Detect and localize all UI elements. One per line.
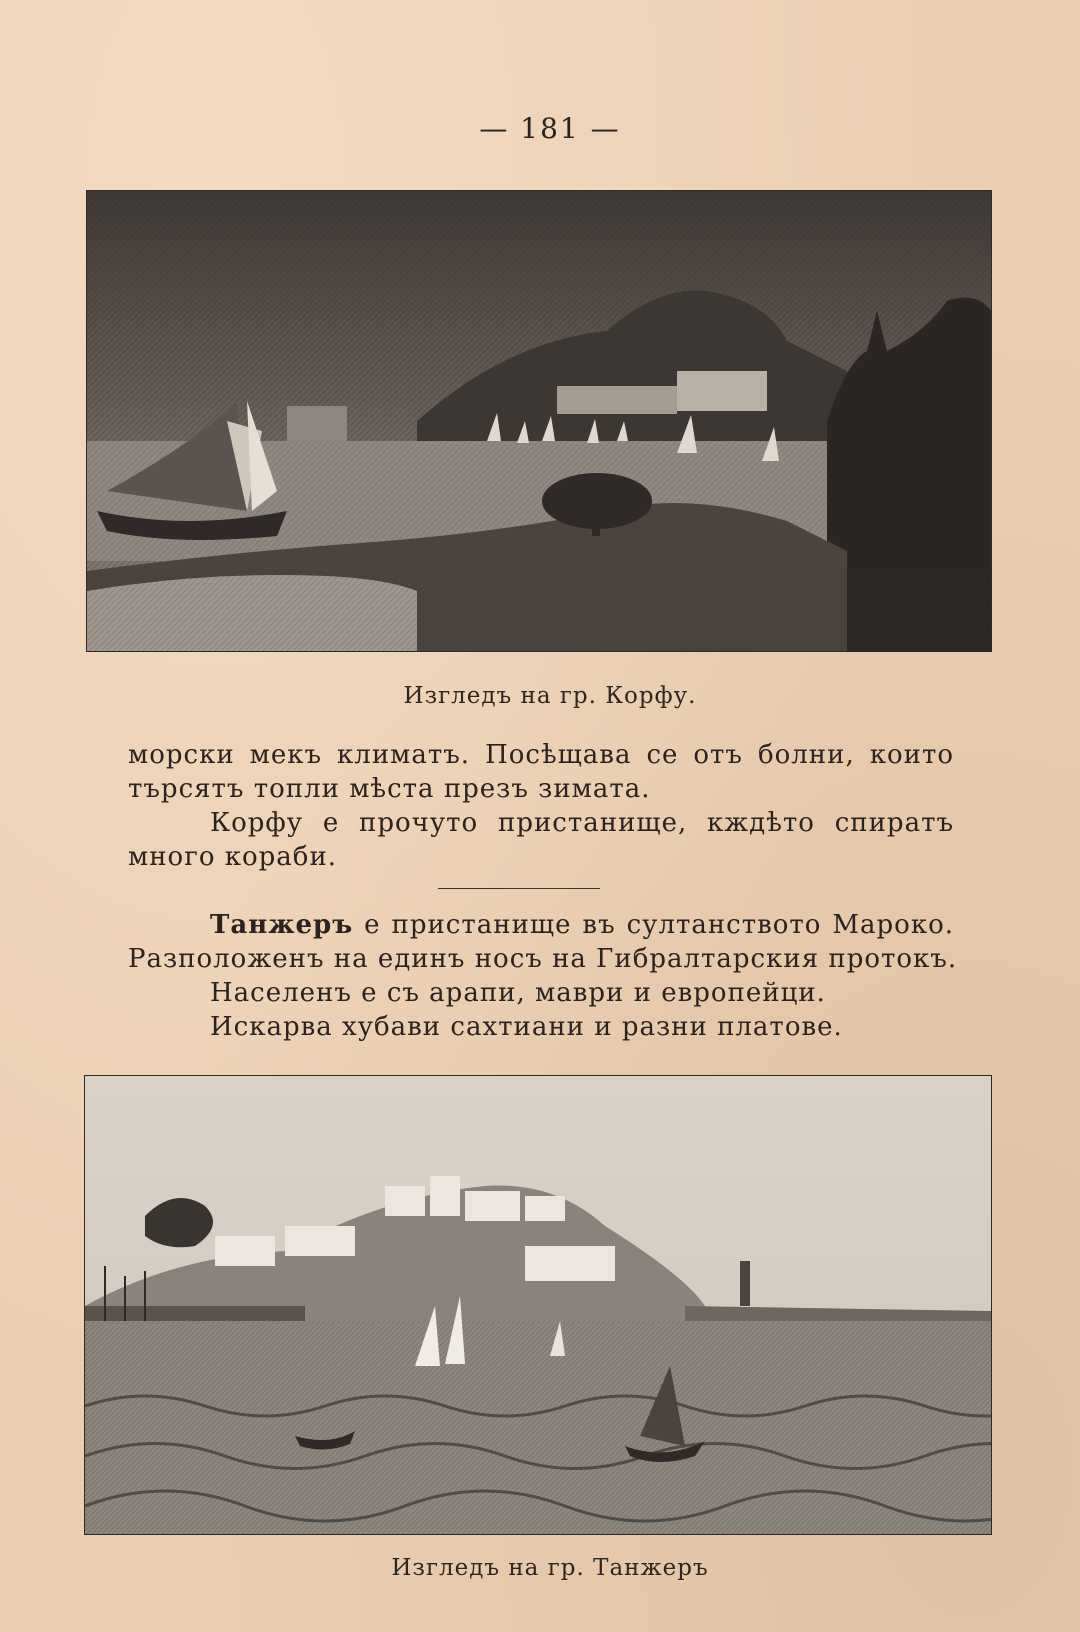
town-building <box>557 386 677 414</box>
text-line: морски мекъ климатъ. Посѣщава се отъ болни, които <box>128 740 954 770</box>
paragraph-tangier-exports <box>128 1010 954 1044</box>
fortress <box>287 406 347 441</box>
paragraph-tangier-population <box>128 976 954 1010</box>
tangier-engraving <box>84 1075 992 1535</box>
text-line: Населенъ е съ арапи, маври и европейци. <box>210 978 826 1008</box>
corfu-caption: Изгледъ на гр. Корфу. <box>403 683 697 709</box>
lighthouse <box>740 1261 750 1306</box>
text-line: Разположенъ на единъ носъ на Гибралтарския протокъ. <box>128 944 958 974</box>
section-divider <box>438 888 600 889</box>
tangier-caption: Изгледъ на гр. Танжеръ <box>391 1555 709 1581</box>
paragraph-corfu-port <box>128 806 954 874</box>
paragraph-corfu-climate <box>128 738 954 806</box>
page-number: — 181 — <box>479 112 621 145</box>
text-line: Искарва хубави сахтиани и разни платове. <box>210 1012 843 1042</box>
town-building <box>677 371 767 411</box>
text-line-rest: е пристанище въ султанството Мароко. <box>364 910 955 940</box>
paragraph-tangier-intro <box>128 908 958 976</box>
tangier-heading: Танжеръ <box>210 910 354 940</box>
text-line: много кораби. <box>128 842 338 872</box>
text-line <box>128 908 954 942</box>
text-line: Корфу е прочуто пристанище, кждѣто спиратъ <box>210 808 954 838</box>
tangier-illustration <box>85 1076 991 1534</box>
corfu-illustration <box>87 191 991 651</box>
text-line: търсятъ топли мѣста презъ зимата. <box>128 774 651 804</box>
corfu-engraving <box>86 190 992 652</box>
